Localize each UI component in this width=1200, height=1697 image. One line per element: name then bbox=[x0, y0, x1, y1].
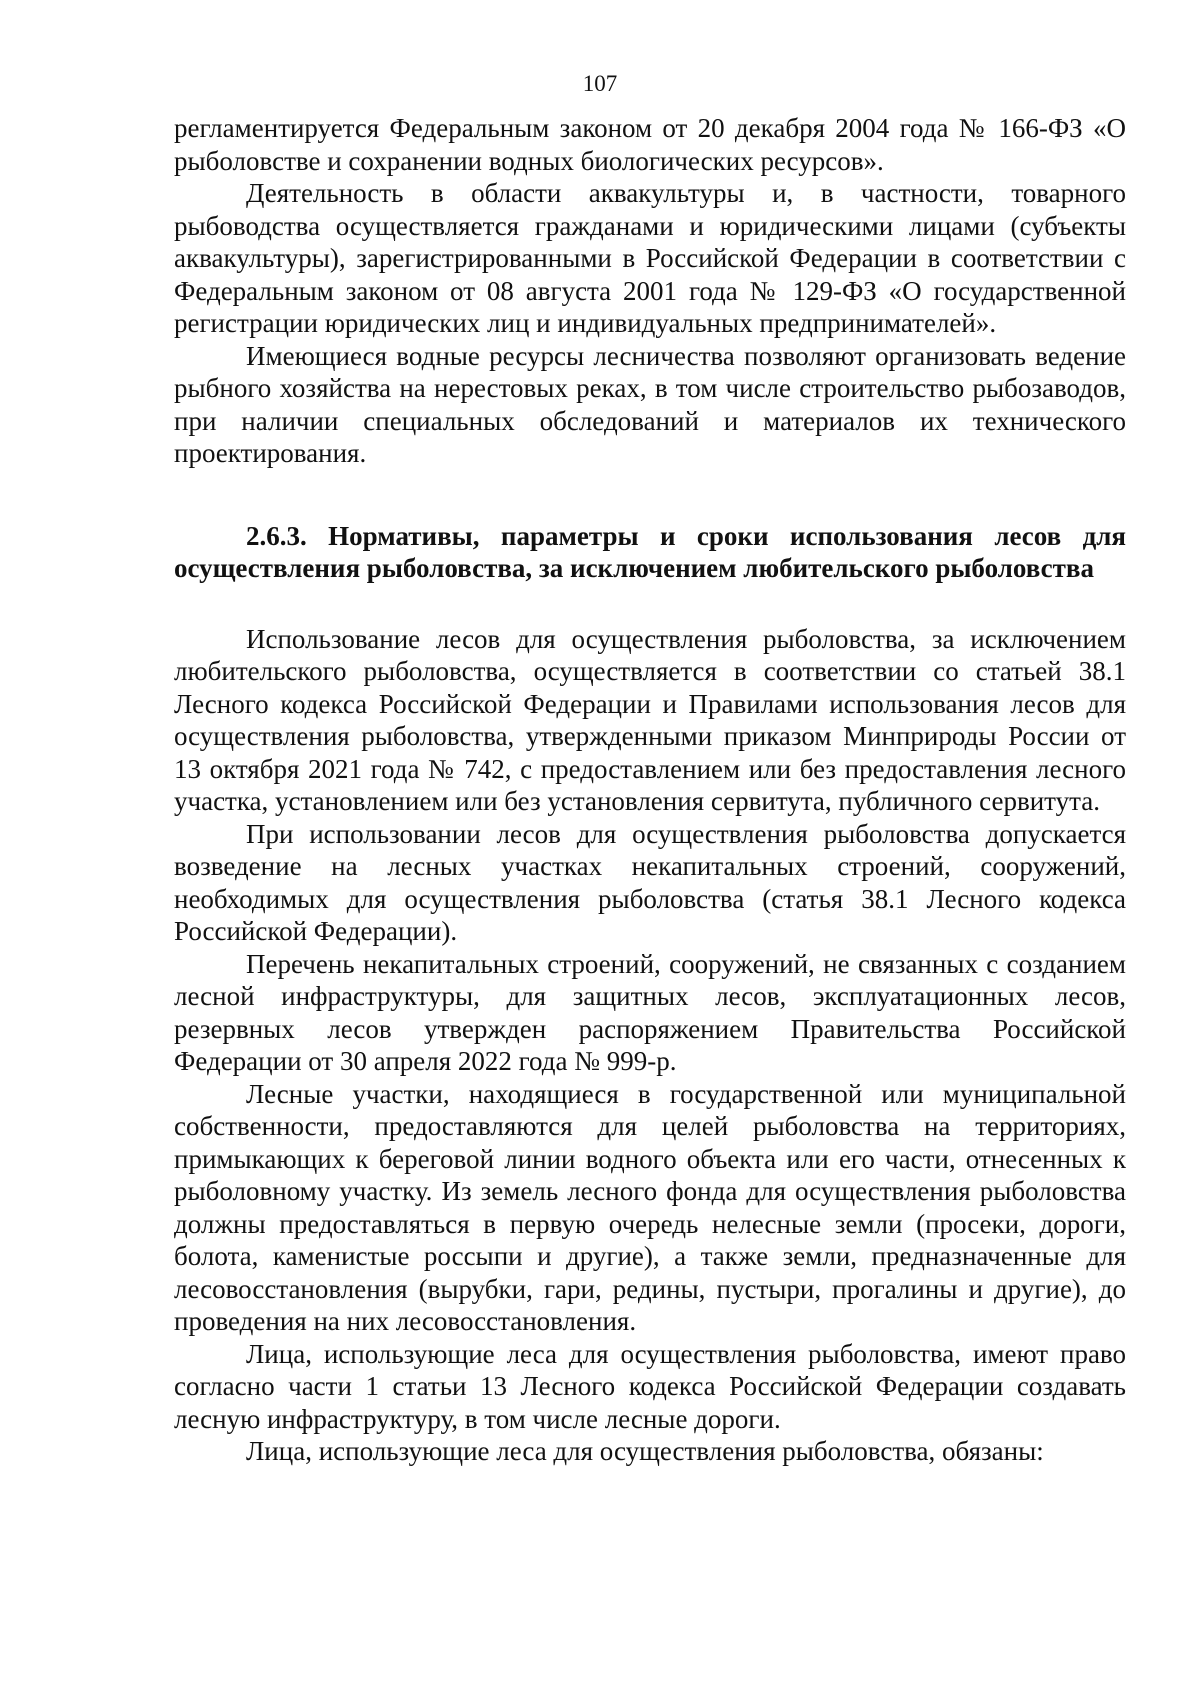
paragraph: При использовании лесов для осуществления рыболовства допускается возведение на лесных участках некапитальных строений, сооружений, необходимых для осуществления рыболовства (статья 38.1 Лесного кодекса Российской Федерации). bbox=[174, 818, 1126, 946]
paragraph: Имеющиеся водные ресурсы лесничества позволяют организовать ведение рыбного хозяйства на нерестовых реках, в том числе строительство рыбозаводов, при наличии специальных обследований и материалов их технического проектирования. bbox=[174, 340, 1126, 468]
paragraph: Лесные участки, находящиеся в государственной или муниципальной собственности, предоставляются для целей рыболовства на территориях, примыкающих к береговой линии водного объекта или его части, отнесенных к рыболовному участку. Из земель лесного фонда для осуществления рыболовства должны предоставляться в первую очередь нелесные земли (просеки, дороги, болота, каменистые россыпи и другие), а также земли, предназначенные для лесовосстановления (вырубки, гари, редины, пустыри, прогалины и другие), до проведения на них лесовосстановления. bbox=[174, 1078, 1126, 1336]
paragraph: Использование лесов для осуществления рыболовства, за исключением любительского рыболовства, осуществляется в соответствии со статьей 38.1 Лесного кодекса Российской Федерации и Правилами использования лесов для осуществления рыболовства, утвержденными приказом Минприроды России от 13 октября 2021 года № 742, с предоставлением или без предоставления лесного участка, установлением или без установления сервитута, публичного сервитута. bbox=[174, 623, 1126, 816]
paragraph: регламентируется Федеральным законом от 20 декабря 2004 года № 166-ФЗ «О рыболовстве и сохранении водных биологических ресурсов». bbox=[174, 113, 1126, 176]
paragraph: Перечень некапитальных строений, сооружений, не связанных с созданием лесной инфраструктуры, для защитных лесов, эксплуатационных лесов, резервных лесов утвержден распоряжением Правительства Российской Федерации от 30 апреля 2022 года № 999-р. bbox=[174, 948, 1126, 1076]
paragraph: Лица, использующие леса для осуществления рыболовства, обязаны: bbox=[246, 1436, 1044, 1466]
paragraph: Лица, использующие леса для осуществления рыболовства, имеют право согласно части 1 статьи 13 Лесного кодекса Российской Федерации создавать лесную инфраструктуру, в том числе лесные дороги. bbox=[174, 1338, 1126, 1434]
section-heading: 2.6.3. Нормативы, параметры и сроки использования лесов для осуществления рыболовства, за исключением любительского рыболовства bbox=[174, 520, 1126, 583]
paragraph: Деятельность в области аквакультуры и, в частности, товарного рыбоводства осуществляется гражданами и юридическими лицами (субъекты аквакультуры), зарегистрированными в Российской Федерации в соответствии с Федеральным законом от 08 августа 2001 года № 129-ФЗ «О государственной регистрации юридических лиц и индивидуальных предпринимателей». bbox=[174, 178, 1126, 338]
page-number: 107 bbox=[582, 71, 618, 96]
body-text bbox=[174, 112, 1126, 1468]
